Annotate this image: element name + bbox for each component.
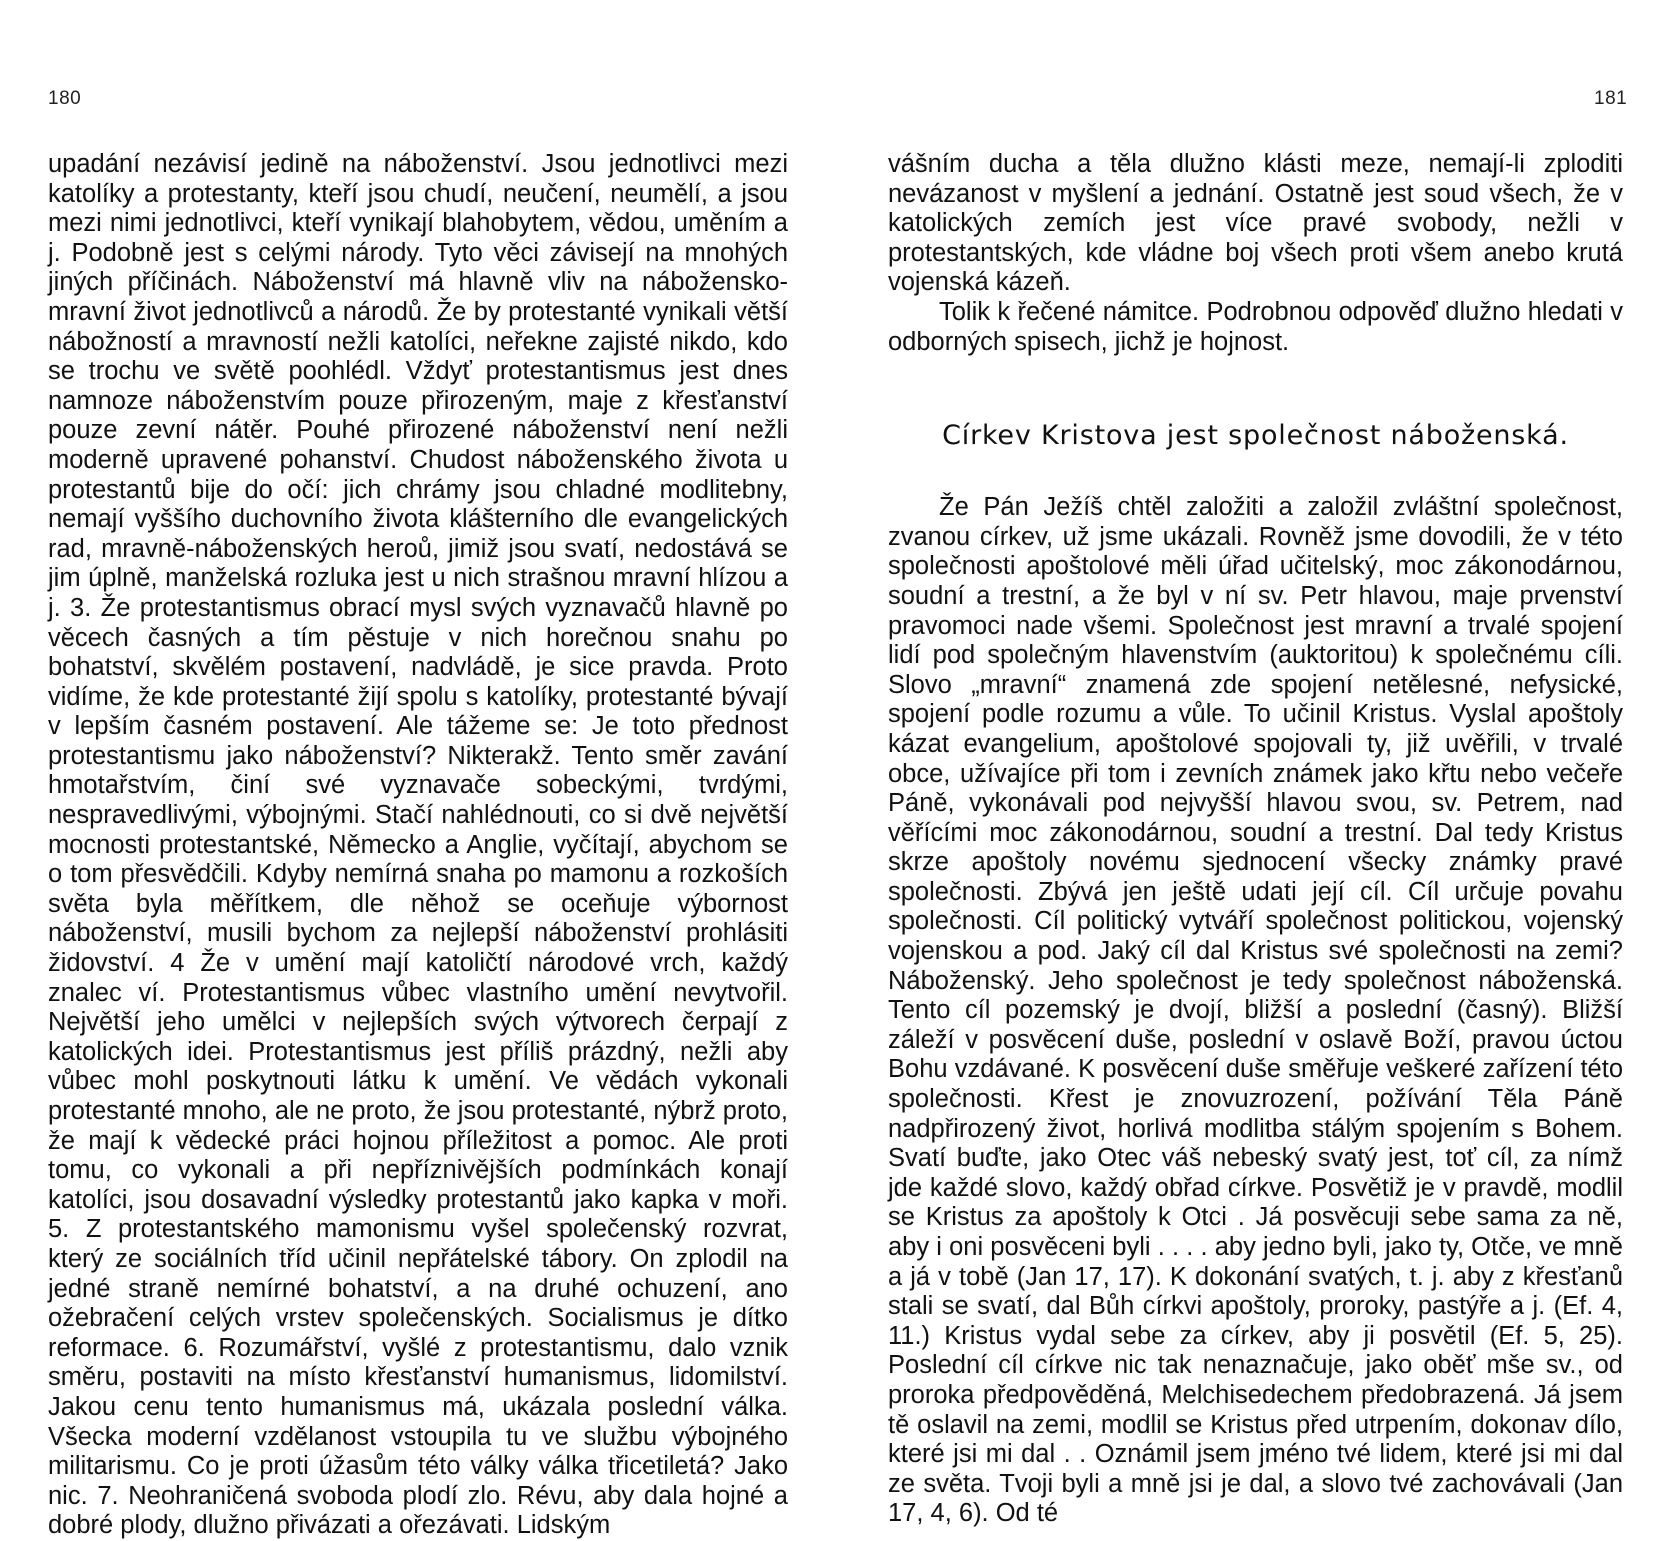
left-page-column [48, 150, 788, 1541]
right-page-body [888, 493, 1623, 1529]
right-page-column [888, 150, 1623, 1529]
right-intro-paragraph-2: Tolik k řečené námitce. Podrobnou odpověď dlužno hledati v odborných spisech, jichž je hojnost. [888, 297, 1623, 356]
page-number-right: 181 [1594, 88, 1628, 109]
right-page-intro [888, 150, 1623, 357]
right-body-paragraph: Že Pán Ježíš chtěl založiti a založil zvláštní společnost, zvanou církev, už jsme ukázali. Rovněž jsme dovodili, že v této společnosti apoštolové měli úřad učitelský, moc zákonodárnou, soudní a trestní, a že byl v ní sv. Petr hlavou, maje prvenství pravomoci nade všemi. Společnost jest mravní a trvalé spojení lidí pod společným hlavenstvím (auktoritou) k společnému cíli. Slovo „mravní“ znamená zde spojení netělesné, nefysické, spojení podle rozumu a vůle. To učinil Kristus. Vyslal apoštoly kázat evangelium, apoštolové spojovali ty, již uvěřili, v trvalé obce, užívajíce při tom i zevních známek jako křtu nebo večeře Páně, vykonávali pod nejvyšší hlavou svou, sv. Petrem, nad věřícími moc zákonodárnou, soudní a trestní. Dal tedy Kristus skrze apoštoly novému sjednocení všecky známky pravé společnosti. Zbývá jen ještě udati její cíl. Cíl určuje povahu společnosti. Cíl politický vytváří společnost politickou, vojenský vojenskou a pod. Jaký cíl dal Kristus své společnosti na zemi? Náboženský. Jeho společnost je tedy společnost náboženská. Tento cíl pozemský je dvojí, bližší a poslední (časný). Bližší záleží v posvěcení duše, poslední v oslavě Boží, pravou úctou Bohu vzdávané. K posvěcení duše směřuje veškeré zařízení této společnosti. Křest je znovuzrození, požívání Těla Páně nadpřirozený život, horlivá modlitba stálým spojením s Bohem. Svatí buďte, jako Otec váš nebeský svatý jest, toť cíl, za nímž jde každé slovo, každý obřad církve. Posvětiž je v pravdě, modlil se Kristus za apoštoly k Otci . Já posvěcuji sebe sama za ně, aby i oni posvěceni byli . . . . aby jedno byli, jako ty, Otče, ve mně a já v tobě (Jan 17, 17). K dokonání svatých, t. j. aby z křesťanů stali se svatí, dal Bůh církvi apoštoly, proroky, pastýře a j. (Ef. 4, 11.) Kristus vydal sebe za církev, aby ji posvětil (Ef. 5, 25). Poslední cíl církve nic tak nenaznačuje, jako oběť mše sv., od proroka předpověděná, Melchisedechem předobrazená. Já jsem tě oslavil na zemi, modlil se Kristus před utrpením, dokonav dílo, které jsi mi dal . . Oznámil jsem jméno tvé lidem, které jsi mi dal ze světa. Tvoji byli a mně jsi je dal, a slovo tvé zachovávali (Jan 17, 4, 6). Od té [888, 493, 1623, 1528]
section-heading: Církev Kristova jest společnost náboženská. [942, 420, 1569, 452]
left-page-paragraph: upadání nezávisí jedině na náboženství. Jsou jednotlivci mezi katolíky a protestanty, kteří jsou chudí, neučení, neumělí, a jsou mezi nimi jednotlivci, kteří vynikají blahobytem, vědou, uměním a j. Podobně jest s celými národy. Tyto věci závisejí na mnohých jiných příčinách. Náboženství má hlavně vliv na nábožensko-mravní život jednotlivců a národů. Že by protestanté vynikali větší nábožností a mravností nežli katolíci, neřekne zajisté nikdo, kdo se trochu ve světě poohlédl. Vždyť protestantismus jest dnes namnoze náboženstvím pouze přirozeným, maje z křesťanství pouze zevní nátěr. Pouhé přirozené náboženství není nežli moderně upravené pohanství. Chudost náboženského života u protestantů bije do očí: jich chrámy jsou chladné modlitebny, nemají vyššího duchovního života klášterního dle evangelických rad, mravně-náboženských heroů, jimiž jsou svatí, nedostává se jim úplně, manželská rozluka jest u nich strašnou mravní hlízou a j. 3. Že protestantismus obrací mysl svých vyznavačů hlavně po věcech časných a tím pěstuje v nich horečnou snahu po bohatství, skvělém postavení, nadvládě, je sice pravda. Proto vidíme, že kde protestanté žijí spolu s katolíky, protestanté bývají v lepším časném postavení. Ale tážeme se: Je toto přednost protestantismu jako náboženství? Nikterakž. Tento směr zavání hmotařstvím, činí své vyznavače sobeckými, tvrdými, nespravedlivými, výbojnými. Stačí nahlédnouti, co si dvě největší mocnosti protestantské, Německo a Anglie, vyčítají, abychom se o tom přesvědčili. Kdyby nemírná snaha po mamonu a rozkoších světa byla měřítkem, dle něhož se oceňuje výbornost náboženství, musili bychom za nejlepší náboženství prohlásiti židovství. 4 Že v umění mají katoličtí národové vrch, každý znalec ví. Protestantismus vůbec vlastního umění nevytvořil. Největší jeho umělci v nejlepších svých výtvorech čerpají z katolických idei. Protestantismus jest příliš prázdný, nežli aby vůbec mohl poskytnouti látku k umění. Ve vědách vykonali protestanté mnoho, ale ne proto, že jsou protestanté, nýbrž proto, že mají k vědecké práci hojnou příležitost a pomoc. Ale proti tomu, co vykonali a při nepříznivějších podmínkách konají katolíci, jsou dosavadní výsledky protestantů jako kapka v moři. 5. Z protestantského mamonismu vyšel společenský rozvrat, který ze sociálních tříd učinil nepřátelské tábory. On zplodil na jedné straně nemírné bohatství, a na druhé ochuzení, ano ožebračení celých vrstev společenských. Socialismus je dítko reformace. 6. Rozumářství, vyšlé z protestantismu, dalo vznik směru, postaviti na místo křesťanství humanismus, lidomilství. Jakou cenu tento humanismus má, ukázala poslední válka. Všecka moderní vzdělanost vstoupila tu ve službu výbojného militarismu. Co je proti úžasům této války válka třicetiletá? Jako nic. 7. Neohraničená svoboda plodí zlo. Révu, aby dala hojné a dobré plody, dlužno přivázati a ořezávati. Lidským [48, 150, 788, 1540]
right-intro-paragraph-1: vášním ducha a těla dlužno klásti meze, nemají-li zploditi nevázanost v myšlení a jednání. Ostatně jest soud všech, že v katolických zemích jest více pravé svobody, nežli v protestantských, kde vládne boj všech proti všem anebo krutá vojenská kázeň. [888, 150, 1623, 297]
page-number-left: 180 [48, 88, 82, 109]
